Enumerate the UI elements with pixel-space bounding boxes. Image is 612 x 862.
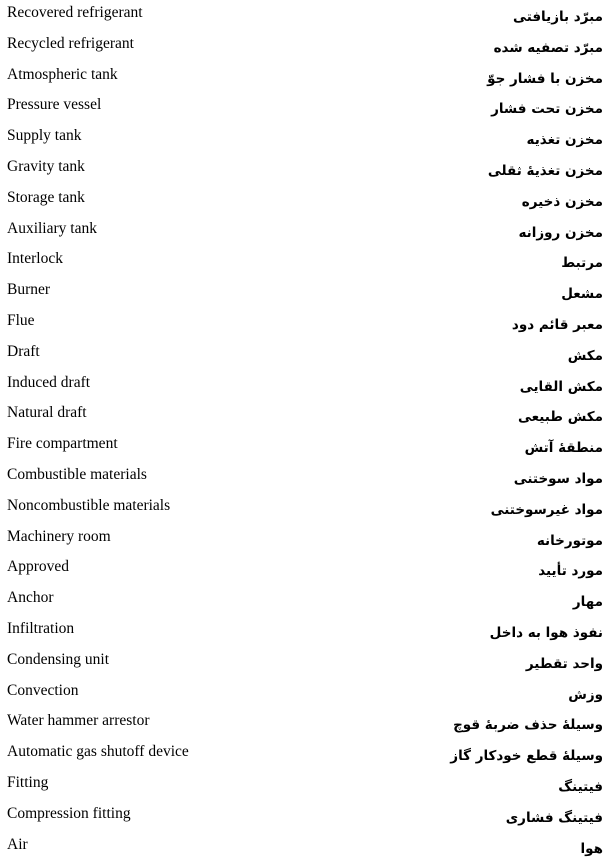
persian-term: مکش القایی [519,378,603,395]
persian-term: مکش [567,347,603,364]
glossary-row [0,216,612,247]
english-term: Recovered refrigerant [7,4,143,21]
english-term: Automatic gas shutoff device [7,743,189,761]
english-term: Fitting [7,773,49,791]
persian-term: مخزن با فشار جوّ [487,70,603,87]
glossary-row [0,123,612,154]
glossary-row [0,339,612,370]
persian-term: فیتینگ فشاری [505,809,603,826]
persian-term: وزش [568,686,603,703]
persian-term: مشعل [561,286,603,303]
english-term: Anchor [7,589,54,607]
glossary-row [0,400,612,431]
glossary-row [0,493,612,524]
english-term: Induced draft [7,373,91,391]
english-term: Burner [7,281,51,299]
persian-term: موتورخانه [536,532,603,549]
persian-term: مبرّد بازیافتی [513,9,603,25]
english-term: Supply tank [7,127,82,145]
persian-term: مخزن روزانه [518,224,603,241]
glossary-row [0,770,612,801]
persian-term: وسیلهٔ قطع خودکار گاز [450,748,603,765]
glossary-row [0,585,612,616]
english-term: Water hammer arrestor [7,712,150,730]
glossary-row [0,524,612,555]
glossary-row [0,739,612,770]
english-term: Combustible materials [7,465,147,483]
english-term: Recycled refrigerant [7,34,134,52]
persian-term: مخزن تغذیهٔ ثقلی [487,162,603,179]
persian-term: معبر قائم دود [511,316,603,333]
glossary-row [0,277,612,308]
english-term: Storage tank [7,188,85,206]
english-term: Infiltration [7,619,75,637]
persian-term: مواد غیرسوختنی [490,501,603,518]
glossary-row [0,92,612,123]
english-term: Natural draft [7,404,87,422]
glossary-row [0,616,612,647]
glossary-row [0,185,612,216]
english-term: Fire compartment [7,435,118,453]
persian-term: مبرّد تصفیه شده [493,39,603,56]
english-term: Auxiliary tank [7,219,97,237]
glossary-row [0,647,612,678]
glossary-row [0,832,612,862]
persian-term: واحد تقطیر [525,655,603,672]
english-term: Convection [7,681,79,699]
persian-term: مخزن ذخیره [521,193,603,210]
persian-term: مورد تأیید [538,563,603,580]
persian-term: مکش طبیعی [517,409,603,426]
persian-term: مرتبط [561,255,603,272]
persian-term: مواد سوختنی [513,470,603,487]
persian-term: مخزن تغذیه [526,132,603,149]
english-term: Compression fitting [7,804,131,822]
glossary-row [0,678,612,709]
glossary-row [0,246,612,277]
glossary-row [0,801,612,832]
persian-term: وسیلهٔ حذف ضربهٔ قوچ [453,717,603,734]
glossary-row [0,62,612,93]
persian-term: هوا [580,840,603,857]
english-term: Air [7,835,28,853]
glossary-row [0,0,612,31]
glossary-row [0,554,612,585]
english-term: Atmospheric tank [7,65,118,83]
english-term: Gravity tank [7,157,85,175]
english-term: Pressure vessel [7,96,102,114]
english-term: Draft [7,342,40,360]
persian-term: مخزن تحت فشار [491,101,603,118]
persian-term: منطقهٔ آتش [524,440,603,457]
glossary-row [0,370,612,401]
persian-term: نفوذ هوا به داخل [489,624,603,641]
english-term: Machinery room [7,527,111,545]
glossary-row [0,462,612,493]
english-term: Approved [7,558,69,576]
glossary-row [0,431,612,462]
glossary-row [0,308,612,339]
english-term: Interlock [7,250,63,268]
glossary-row [0,708,612,739]
english-term: Noncombustible materials [7,496,171,514]
persian-term: فیتینگ [558,778,603,795]
english-term: Flue [7,311,35,329]
english-term: Condensing unit [7,650,110,668]
glossary-row [0,154,612,185]
glossary-row [0,31,612,62]
persian-term: مهار [572,594,603,611]
